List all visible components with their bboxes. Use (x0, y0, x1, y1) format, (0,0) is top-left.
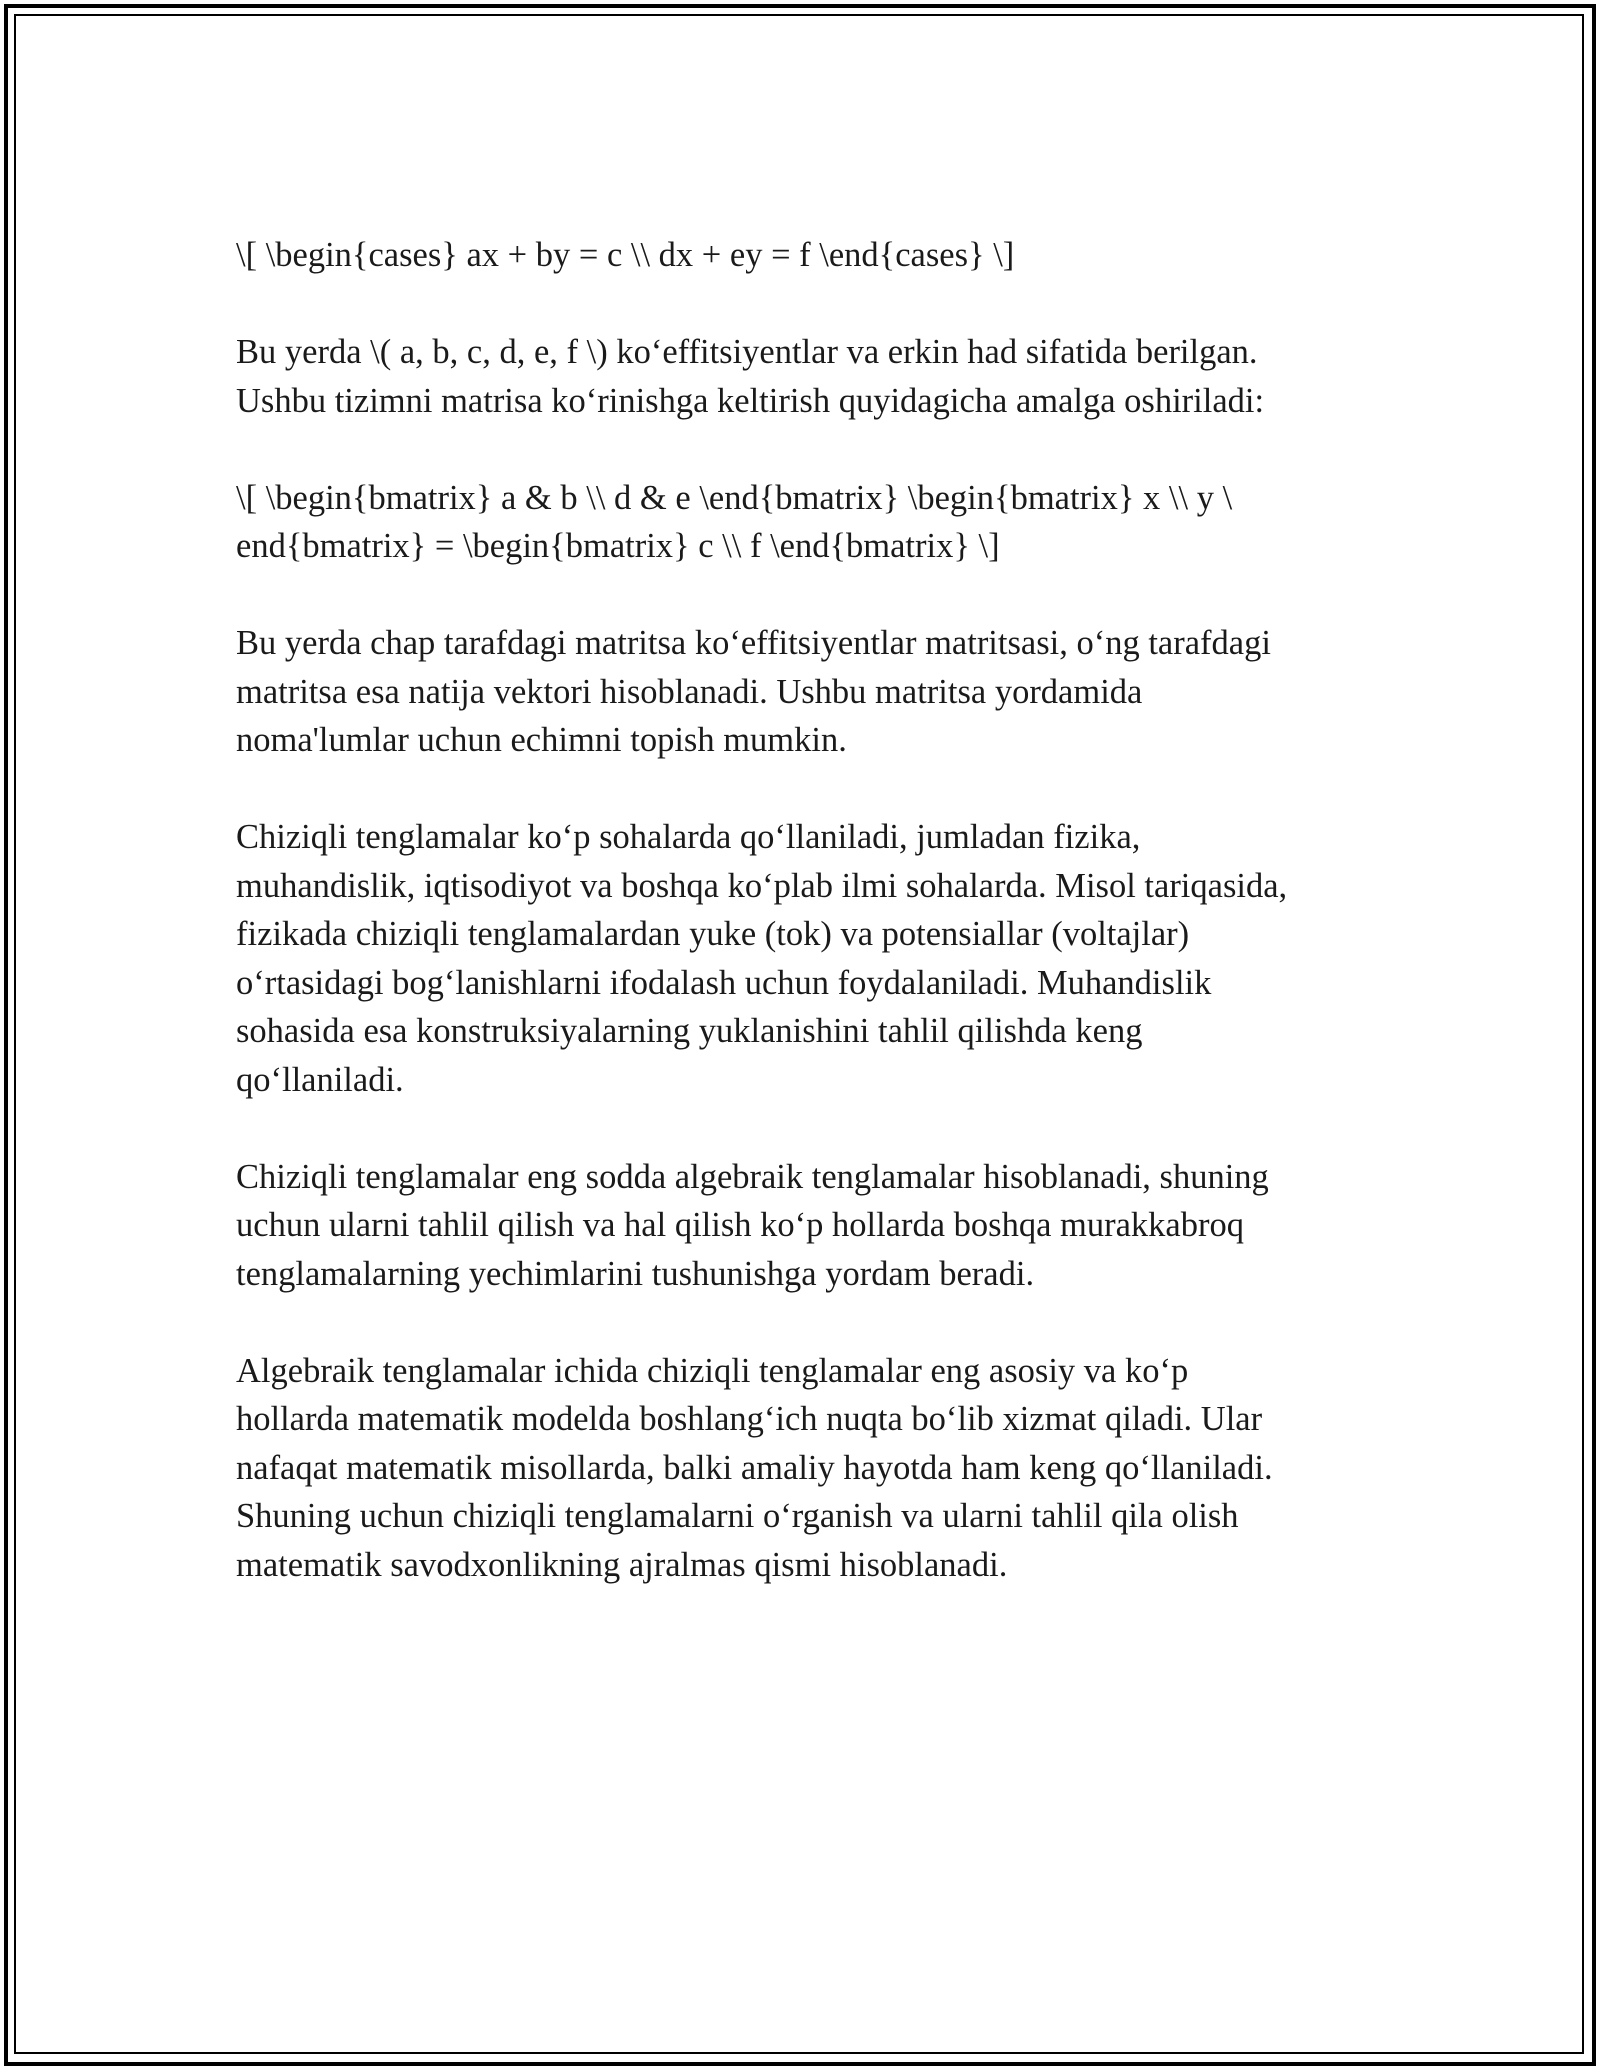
text-line: nafaqat matematik misollarda, balki amaliy hayotda ham keng qo‘llaniladi. (236, 1448, 1273, 1487)
text-line: tenglamalarning yechimlarini tushunishga yordam beradi. (236, 1254, 1035, 1293)
text-line: Algebraik tenglamalar ichida chiziqli tenglamalar eng asosiy va ko‘p (236, 1351, 1189, 1390)
text-line: Shuning uchun chiziqli tenglamalarni o‘rganish va ularni tahlil qila olish (236, 1497, 1239, 1535)
text-line: matritsa esa natija vektori hisoblanadi. Ushbu matritsa yordamida (236, 672, 1143, 711)
document-body (236, 231, 1366, 1589)
text-line: muhandislik, iqtisodiyot va boshqa ko‘plab ilmi sohalarda. Misol tariqasida, (236, 866, 1288, 905)
text-line: hollarda matematik modelda boshlang‘ich nuqta bo‘lib xizmat qiladi. Ular (236, 1400, 1263, 1438)
text-line: Bu yerda \( a, b, c, d, e, f \) ko‘effitsiyentlar va erkin had sifatida berilgan. (236, 333, 1258, 371)
text-line: \[ \begin{bmatrix} a & b \\ d & e \end{bmatrix} \begin{bmatrix} x \\ y \ (236, 478, 1233, 517)
text-line: noma'lumlar uchun echimni topish mumkin. (236, 721, 847, 759)
text-line: \[ \begin{cases} ax + by = c \\ dx + ey = f \end{cases} \] (236, 236, 1015, 274)
text-line: o‘rtasidagi bog‘lanishlarni ifodalash uchun foydalaniladi. Muhandislik (236, 963, 1212, 1002)
text-line: sohasida esa konstruksiyalarning yuklanishini tahlil qilishda keng (236, 1012, 1143, 1050)
text-line: qo‘llaniladi. (236, 1060, 404, 1099)
equation-cases (236, 231, 1366, 280)
paragraph-simplicity (236, 1153, 1366, 1299)
paragraph-applications (236, 813, 1366, 1104)
paragraph-matrix-explanation (236, 619, 1366, 765)
text-line: fizikada chiziqli tenglamalardan yuke (tok) va potensiallar (voltajlar) (236, 915, 1190, 953)
equation-matrix (236, 474, 1366, 571)
paragraph-coefficients (236, 328, 1366, 425)
text-line: uchun ularni tahlil qilish va hal qilish ko‘p hollarda boshqa murakkabroq (236, 1206, 1244, 1244)
text-line: Chiziqli tenglamalar ko‘p sohalarda qo‘llaniladi, jumladan fizika, (236, 818, 1141, 856)
text-line: end{bmatrix} = \begin{bmatrix} c \\ f \end{bmatrix} \] (236, 527, 1000, 565)
paragraph-conclusion (236, 1347, 1366, 1590)
text-line: Chiziqli tenglamalar eng sodda algebraik tenglamalar hisoblanadi, shuning (236, 1157, 1269, 1196)
text-line: Bu yerda chap tarafdagi matritsa ko‘effitsiyentlar matritsasi, o‘ng tarafdagi (236, 624, 1271, 662)
text-line: matematik savodxonlikning ajralmas qismi hisoblanadi. (236, 1545, 1008, 1584)
text-line: Ushbu tizimni matrisa ko‘rinishga keltirish quyidagicha amalga oshiriladi: (236, 381, 1265, 420)
